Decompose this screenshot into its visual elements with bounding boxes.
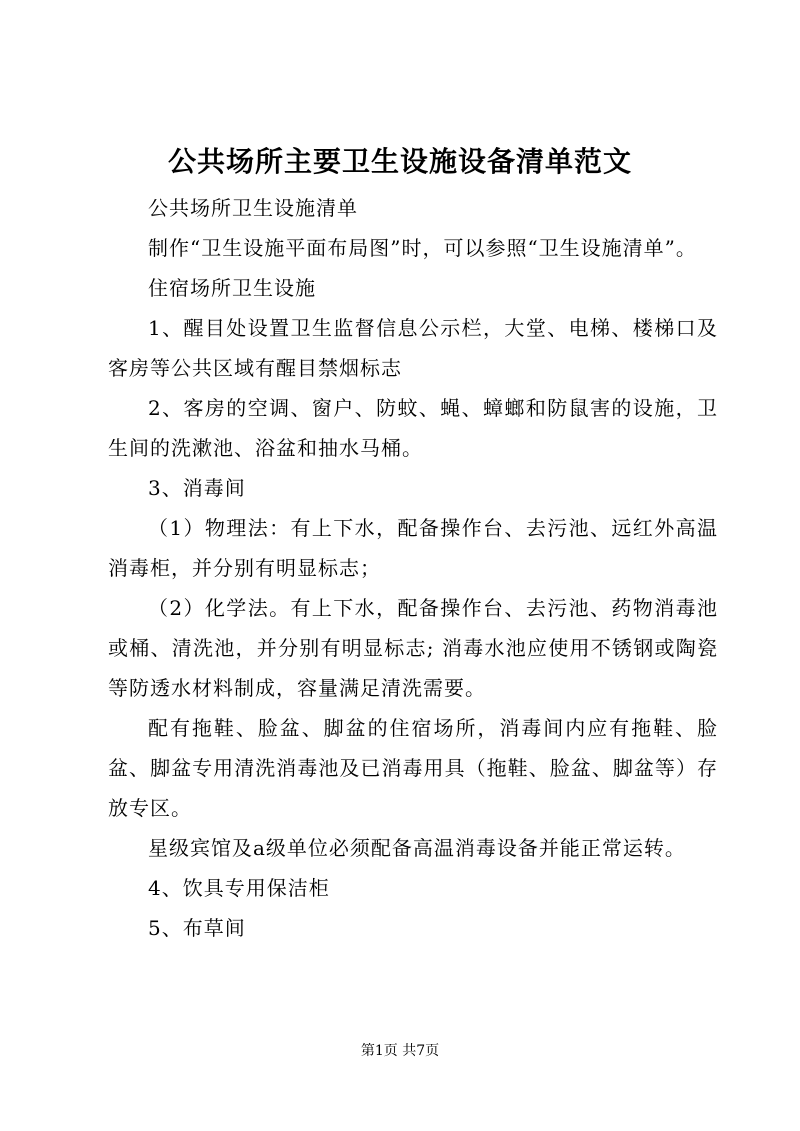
paragraph-layout-note: 制作“卫生设施平面布局图”时，可以参照“卫生设施清单”。 bbox=[148, 236, 697, 260]
paragraph-item-3-2: （2）化学法。有上下水，配备操作台、去污池、药物消毒池或桶、清洗池，并分别有明显标志; 消毒水池应使用不锈钢或陶瓷等防透水材料制成，容量满足清洗需要。 bbox=[108, 596, 718, 700]
paragraph-item-4: 4、饮具专用保洁柜 bbox=[148, 876, 330, 900]
paragraph-star-hotel-note: 星级宾馆及a级单位必须配备高温消毒设备并能正常运转。 bbox=[148, 836, 686, 860]
paragraph-item-5: 5、布草间 bbox=[148, 916, 246, 940]
paragraph-heading-list: 公共场所卫生设施清单 bbox=[148, 196, 358, 220]
document-title: 公共场所主要卫生设施设备清单范文 bbox=[167, 145, 632, 178]
document-body bbox=[108, 188, 718, 948]
paragraph-item-3: 3、消毒间 bbox=[148, 476, 246, 500]
paragraph-item-3-1: （1）物理法：有上下水，配备操作台、去污池、远红外高温消毒柜，并分别有明显标志； bbox=[108, 516, 718, 580]
paragraph-section-heading: 住宿场所卫生设施 bbox=[148, 276, 316, 300]
paragraph-item-1: 1、醒目处设置卫生监督信息公示栏，大堂、电梯、楼梯口及客房等公共区域有醒目禁烟标志 bbox=[108, 316, 718, 380]
page-footer: 第1页 共7页 bbox=[360, 1043, 440, 1059]
paragraph-disinfection-note: 配有拖鞋、脸盆、脚盆的住宿场所，消毒间内应有拖鞋、脸盆、脚盆专用清洗消毒池及已消毒用具（拖鞋、脸盆、脚盆等）存放专区。 bbox=[108, 716, 718, 820]
paragraph-item-2: 2、客房的空调、窗户、防蚊、蝇、蟑螂和防鼠害的设施，卫生间的洗漱池、浴盆和抽水马桶。 bbox=[108, 396, 718, 460]
